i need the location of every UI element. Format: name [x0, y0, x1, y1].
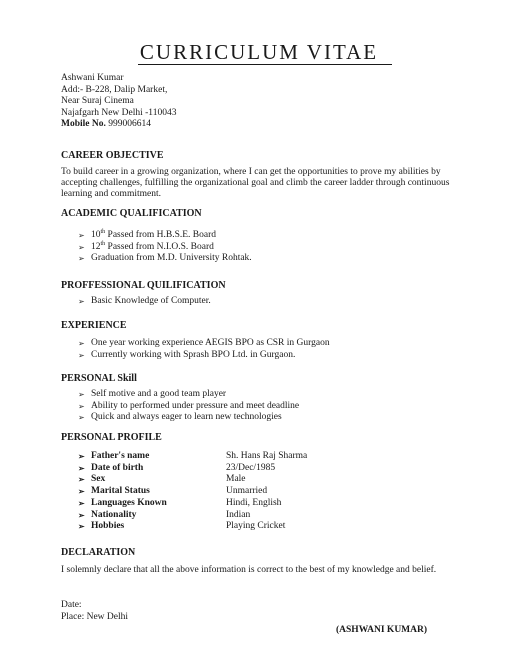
contact-block: [61, 73, 176, 131]
list-item: ➢ Currently working with Sprash BPO Ltd. in Gurgaon.: [78, 349, 296, 360]
academic-list: [78, 230, 252, 265]
mobile-label: Mobile No.: [61, 119, 106, 129]
list-item: ➢ Quick and always eager to learn new technologies: [78, 412, 282, 423]
arrow-bullet-icon: ➢: [78, 350, 85, 360]
academic-heading: ACADEMIC QUALIFICATION: [61, 208, 202, 219]
arrow-bullet-icon: ➢: [78, 254, 85, 264]
arrow-bullet-icon: ➢: [78, 452, 85, 461]
mobile-line: [61, 119, 176, 131]
arrow-bullet-icon: ➢: [78, 390, 85, 399]
table-row: ➢ Father's name Sh. Hans Raj Sharma: [78, 451, 308, 461]
experience-list: [78, 338, 330, 361]
arrow-bullet-icon: ➢: [78, 463, 85, 473]
list-item: ➢ 10th Passed from H.B.S.E. Board: [78, 228, 216, 240]
declaration-heading: DECLARATION: [61, 547, 136, 558]
arrow-bullet-icon: ➢: [78, 401, 85, 411]
personal-skill-heading: PERSONAL Skill: [61, 373, 137, 384]
experience-heading: EXPERIENCE: [61, 320, 127, 331]
address-line-3: Najafgarh New Delhi -110043: [61, 107, 177, 118]
list-item: ➢ 12th Passed from N.I.O.S. Board: [78, 240, 214, 252]
arrow-bullet-icon: ➢: [78, 487, 85, 497]
professional-heading: PROFFESSIONAL QUILIFICATION: [61, 280, 226, 291]
arrow-bullet-icon: ➢: [78, 242, 85, 252]
document-title: CURRICULUM VITAE: [139, 40, 379, 64]
signature-name: (ASHWANI KUMAR): [336, 625, 428, 635]
address-line-1: Add:- B-228, Dalip Market,: [61, 84, 168, 95]
arrow-bullet-icon: ➢: [78, 498, 85, 508]
list-item: ➢ Ability to performed under pressure and meet deadline: [78, 400, 300, 411]
career-objective-heading: CAREER OBJECTIVE: [61, 150, 164, 161]
arrow-bullet-icon: ➢: [78, 510, 85, 520]
list-item: ➢ Self motive and a good team player: [78, 389, 227, 399]
arrow-bullet-icon: ➢: [78, 413, 85, 423]
table-row: ➢ Hobbies Playing Cricket: [78, 521, 286, 532]
date-label: Date:: [61, 600, 82, 610]
arrow-bullet-icon: ➢: [78, 231, 85, 240]
career-objective-text: To build career in a growing organization, where I can get the opportunities to prove my abilities by accepting challenges, fulfilling the organizational goal and climb the career ladder through continuous learning and commitment.: [61, 167, 450, 199]
place-label: Place: New Delhi: [61, 612, 129, 622]
list-item: ➢ Graduation from M.D. University Rohtak.: [78, 253, 252, 264]
mobile-value: 999006614: [108, 119, 151, 129]
contact-name: Ashwani Kumar: [61, 73, 124, 83]
arrow-bullet-icon: ➢: [78, 297, 85, 306]
professional-list: [78, 296, 211, 308]
list-item: ➢ One year working experience AEGIS BPO as CSR in Gurgaon: [78, 338, 330, 348]
personal-profile-heading: PERSONAL PROFILE: [61, 432, 162, 443]
table-row: ➢ Marital Status Unmarried: [78, 486, 268, 497]
table-row: ➢ Nationality Indian: [78, 509, 251, 520]
personal-profile-table: [78, 451, 307, 533]
table-row: ➢ Date of birth 23/Dec/1985: [78, 462, 276, 473]
arrow-bullet-icon: ➢: [78, 522, 85, 532]
table-row: ➢ Languages Known Hindi, English: [78, 497, 282, 508]
table-row: ➢ Sex Male: [78, 474, 246, 485]
address-line-2: Near Suraj Cinema: [61, 96, 134, 106]
declaration-text: I solemnly declare that all the above information is correct to the best of my knowledge and belief.: [61, 565, 437, 575]
arrow-bullet-icon: ➢: [78, 475, 85, 485]
list-item: ➢ Basic Knowledge of Computer.: [78, 296, 211, 306]
title-underline: [138, 64, 392, 65]
arrow-bullet-icon: ➢: [78, 339, 85, 348]
personal-skill-list: [78, 389, 299, 424]
